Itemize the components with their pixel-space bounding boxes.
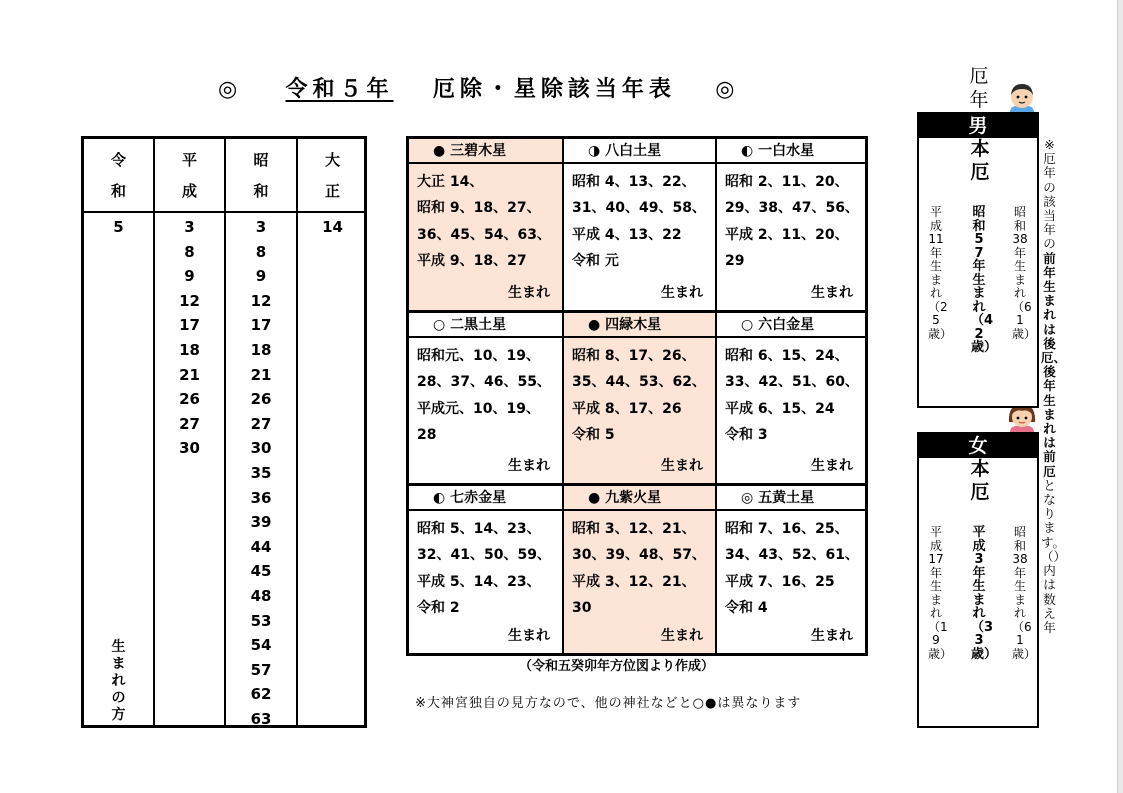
- year-value: 30: [179, 439, 200, 458]
- year-value: 18: [250, 340, 272, 359]
- year-value: 26: [250, 390, 272, 409]
- born-suffix: 生まれ: [811, 458, 853, 474]
- title-subject: 厄除・星除該当年表: [432, 77, 676, 102]
- star-year-line: 令和 元: [572, 252, 619, 269]
- year-value: 8: [184, 242, 195, 261]
- star-year-line: 30: [572, 599, 592, 616]
- star-year-line: 大正 14、: [417, 174, 484, 190]
- born-label-char: 方: [111, 707, 126, 723]
- year-value: 9: [255, 267, 267, 286]
- year-column-taisho: [298, 139, 367, 725]
- star-year-line: 28、37、46、55、: [417, 374, 551, 391]
- star-year-line: 昭和 2、11、20、: [725, 174, 849, 190]
- year-value: 18: [179, 340, 200, 359]
- column-head-bottom: 成: [181, 182, 197, 200]
- female-year-left: 平成17年生まれ（19歳）: [928, 525, 953, 661]
- born-label-char: 生: [111, 639, 126, 655]
- star-year-line: 33、42、51、60、: [725, 374, 859, 391]
- star-years: [725, 516, 859, 621]
- star-years: [417, 516, 556, 621]
- star-year-line: 30、39、48、57、: [572, 547, 706, 564]
- star-year-line: 35、44、53、62、: [572, 374, 706, 391]
- star-cell-roppaku: [717, 313, 865, 483]
- born-suffix: 生まれ: [508, 458, 550, 474]
- star-year-line: 29: [725, 252, 745, 269]
- side-note-bold: 前年生まれは後厄、後年生まれは前厄: [1041, 250, 1067, 479]
- yakudoshi-heading: 厄年: [969, 65, 989, 111]
- side-note-post: となります。（）内は数え年: [1041, 477, 1067, 635]
- star-name: ◐ 七赤金星: [409, 486, 562, 511]
- male-yakudoshi-box: [917, 112, 1039, 408]
- star-year-line: 平成 9、18、27: [417, 252, 527, 269]
- born-suffix: 生まれ: [508, 628, 550, 644]
- year-value: 3: [184, 218, 195, 236]
- star-year-line: 28: [417, 426, 437, 443]
- female-year-center: 平成3年生まれ（33歳）: [971, 525, 998, 662]
- year-value: 17: [250, 316, 272, 335]
- star-cell-shichiseki: [409, 486, 562, 653]
- star-cell-sanpeki: [409, 139, 562, 310]
- star-name: ○ 六白金星: [717, 313, 865, 338]
- year-value: 3: [255, 218, 267, 236]
- year-value: 14: [322, 218, 343, 236]
- star-name: ◑ 八白土星: [564, 139, 715, 164]
- born-suffix: 生まれ: [661, 628, 703, 644]
- grid-divider: [409, 310, 865, 313]
- year-column-reiwa: [84, 139, 155, 725]
- male-year-center: 昭和57年生まれ（42歳）: [971, 205, 998, 355]
- star-year-line: 令和 2: [417, 599, 460, 616]
- star-cell-gooh: [717, 486, 865, 653]
- male-label: 男: [919, 114, 1037, 138]
- year-value: 35: [250, 463, 272, 482]
- year-value: 9: [184, 267, 195, 286]
- star-name: ● 三碧木星: [409, 139, 562, 164]
- female-label: 女: [919, 434, 1037, 458]
- page-edge: [1117, 0, 1123, 793]
- column-head-top: 平: [181, 151, 197, 169]
- year-value: 30: [250, 439, 272, 458]
- year-table: [81, 136, 367, 728]
- born-suffix: 生まれ: [661, 458, 703, 474]
- star-year-line: 平成 5、14、23、: [417, 573, 541, 590]
- star-year-line: 32、41、50、59、: [417, 547, 551, 564]
- star-years: [572, 516, 709, 621]
- star-year-line: 36、45、54、63、: [417, 226, 551, 243]
- star-year-line: 平成元、10、19、: [417, 400, 540, 417]
- star-year-line: 昭和 7、16、25、: [725, 521, 849, 537]
- year-value: 45: [250, 562, 272, 581]
- column-head-bottom: 和: [253, 182, 269, 200]
- female-honyaku: 本厄: [970, 458, 990, 503]
- male-honyaku: 本厄: [970, 138, 990, 183]
- column-head-top: 大: [324, 151, 340, 169]
- year-value: 63: [250, 709, 272, 728]
- born-label-char: の: [111, 690, 126, 706]
- title-mark-left: ◎: [218, 77, 243, 102]
- year-value: 12: [179, 291, 200, 310]
- star-cell-jikoku: [409, 313, 562, 483]
- star-year-line: 平成 2、11、20、: [725, 226, 849, 243]
- star-year-line: 平成 8、17、26: [572, 400, 682, 417]
- year-values: [298, 215, 367, 240]
- year-column-heisei: [155, 139, 226, 725]
- star-name: ● 九紫火星: [564, 486, 715, 511]
- year-value: 44: [250, 537, 272, 556]
- born-label-char: ま: [111, 656, 126, 672]
- star-years: [417, 169, 556, 274]
- year-value: 57: [250, 660, 272, 679]
- year-value: 36: [250, 488, 272, 507]
- star-year-line: 昭和元、10、19、: [417, 348, 540, 364]
- male-year-right: 昭和38年生まれ（61歳）: [1012, 205, 1037, 341]
- star-name: ◎ 五黄土星: [717, 486, 865, 511]
- star-year-line: 昭和 8、17、26、: [572, 348, 696, 364]
- year-value: 17: [179, 316, 200, 335]
- year-column-showa: [226, 139, 298, 728]
- star-years: [725, 343, 859, 448]
- born-suffix: 生まれ: [811, 285, 853, 301]
- title-year: 令和５年: [285, 77, 394, 102]
- star-year-line: 平成 7、16、25: [725, 573, 835, 590]
- star-year-line: 令和 4: [725, 599, 768, 616]
- born-suffix: 生まれ: [811, 628, 853, 644]
- star-year-line: 平成 4、13、22: [572, 226, 682, 243]
- star-year-line: 令和 3: [725, 426, 768, 443]
- year-values: [226, 215, 296, 731]
- title-mark-right: ◎: [715, 77, 740, 102]
- year-value: 26: [179, 390, 200, 409]
- born-label-char: れ: [111, 673, 126, 689]
- female-year-right: 昭和38年生まれ（61歳）: [1012, 525, 1037, 661]
- source-note: （令和五癸卯年方位図より作成）: [519, 659, 715, 674]
- star-years: [572, 343, 709, 448]
- star-year-line: 31、40、49、58、: [572, 200, 706, 217]
- side-note-pre: ※厄年の該当年の: [1043, 137, 1056, 252]
- star-name: ◐ 一白水星: [717, 139, 865, 164]
- star-year-line: 昭和 5、14、23、: [417, 521, 541, 537]
- column-head-top: 令: [110, 151, 126, 169]
- born-label: [84, 639, 153, 724]
- column-head-bottom: 和: [110, 182, 126, 200]
- grid-divider: [715, 139, 717, 653]
- star-years: [572, 169, 709, 274]
- star-year-line: 34、43、52、61、: [725, 547, 859, 564]
- year-value: 27: [250, 414, 272, 433]
- year-value: 21: [250, 365, 272, 384]
- star-year-line: 昭和 9、18、27、: [417, 200, 541, 217]
- page-title: [218, 72, 739, 104]
- star-year-line: 平成 6、15、24: [725, 400, 835, 417]
- born-suffix: 生まれ: [661, 285, 703, 301]
- star-years: [725, 169, 859, 274]
- year-value: 12: [250, 291, 272, 310]
- born-suffix: 生まれ: [508, 285, 550, 301]
- star-grid: [406, 136, 868, 656]
- star-cell-shiroku: [564, 313, 715, 483]
- grid-divider: [562, 139, 564, 653]
- year-value: 5: [113, 218, 124, 236]
- female-yakudoshi-box: [917, 432, 1039, 728]
- yakudoshi-side-note: [1041, 137, 1067, 635]
- star-year-line: 昭和 6、15、24、: [725, 348, 849, 364]
- star-name: ● 四緑木星: [564, 313, 715, 338]
- star-name: ○ 二黒土星: [409, 313, 562, 338]
- year-value: 21: [179, 365, 200, 384]
- year-values: [155, 215, 224, 461]
- star-years: [417, 343, 556, 448]
- disclaimer-note: ※大神宮独自の見方なので、他の神社などと○●は異なります: [415, 696, 802, 711]
- male-year-left: 平成11年生まれ（25歳）: [928, 205, 953, 341]
- star-year-line: 昭和 3、12、21、: [572, 521, 696, 537]
- star-cell-ippaku: [717, 139, 865, 310]
- year-value: 48: [250, 586, 272, 605]
- column-head-bottom: 正: [324, 182, 340, 200]
- year-value: 8: [255, 242, 267, 261]
- star-year-line: 令和 5: [572, 426, 615, 443]
- star-cell-happaku: [564, 139, 715, 310]
- star-cell-kyushi: [564, 486, 715, 653]
- year-value: 62: [250, 685, 272, 704]
- year-value: 53: [250, 611, 272, 630]
- star-year-line: 29、38、47、56、: [725, 200, 859, 217]
- grid-divider: [409, 483, 865, 486]
- year-values: [84, 215, 153, 240]
- column-head-top: 昭: [253, 151, 269, 169]
- star-year-line: 平成 3、12、21、: [572, 573, 696, 590]
- star-year-line: 昭和 4、13、22、: [572, 174, 696, 190]
- year-value: 54: [250, 636, 272, 655]
- year-value: 39: [250, 513, 272, 532]
- year-value: 27: [179, 414, 200, 433]
